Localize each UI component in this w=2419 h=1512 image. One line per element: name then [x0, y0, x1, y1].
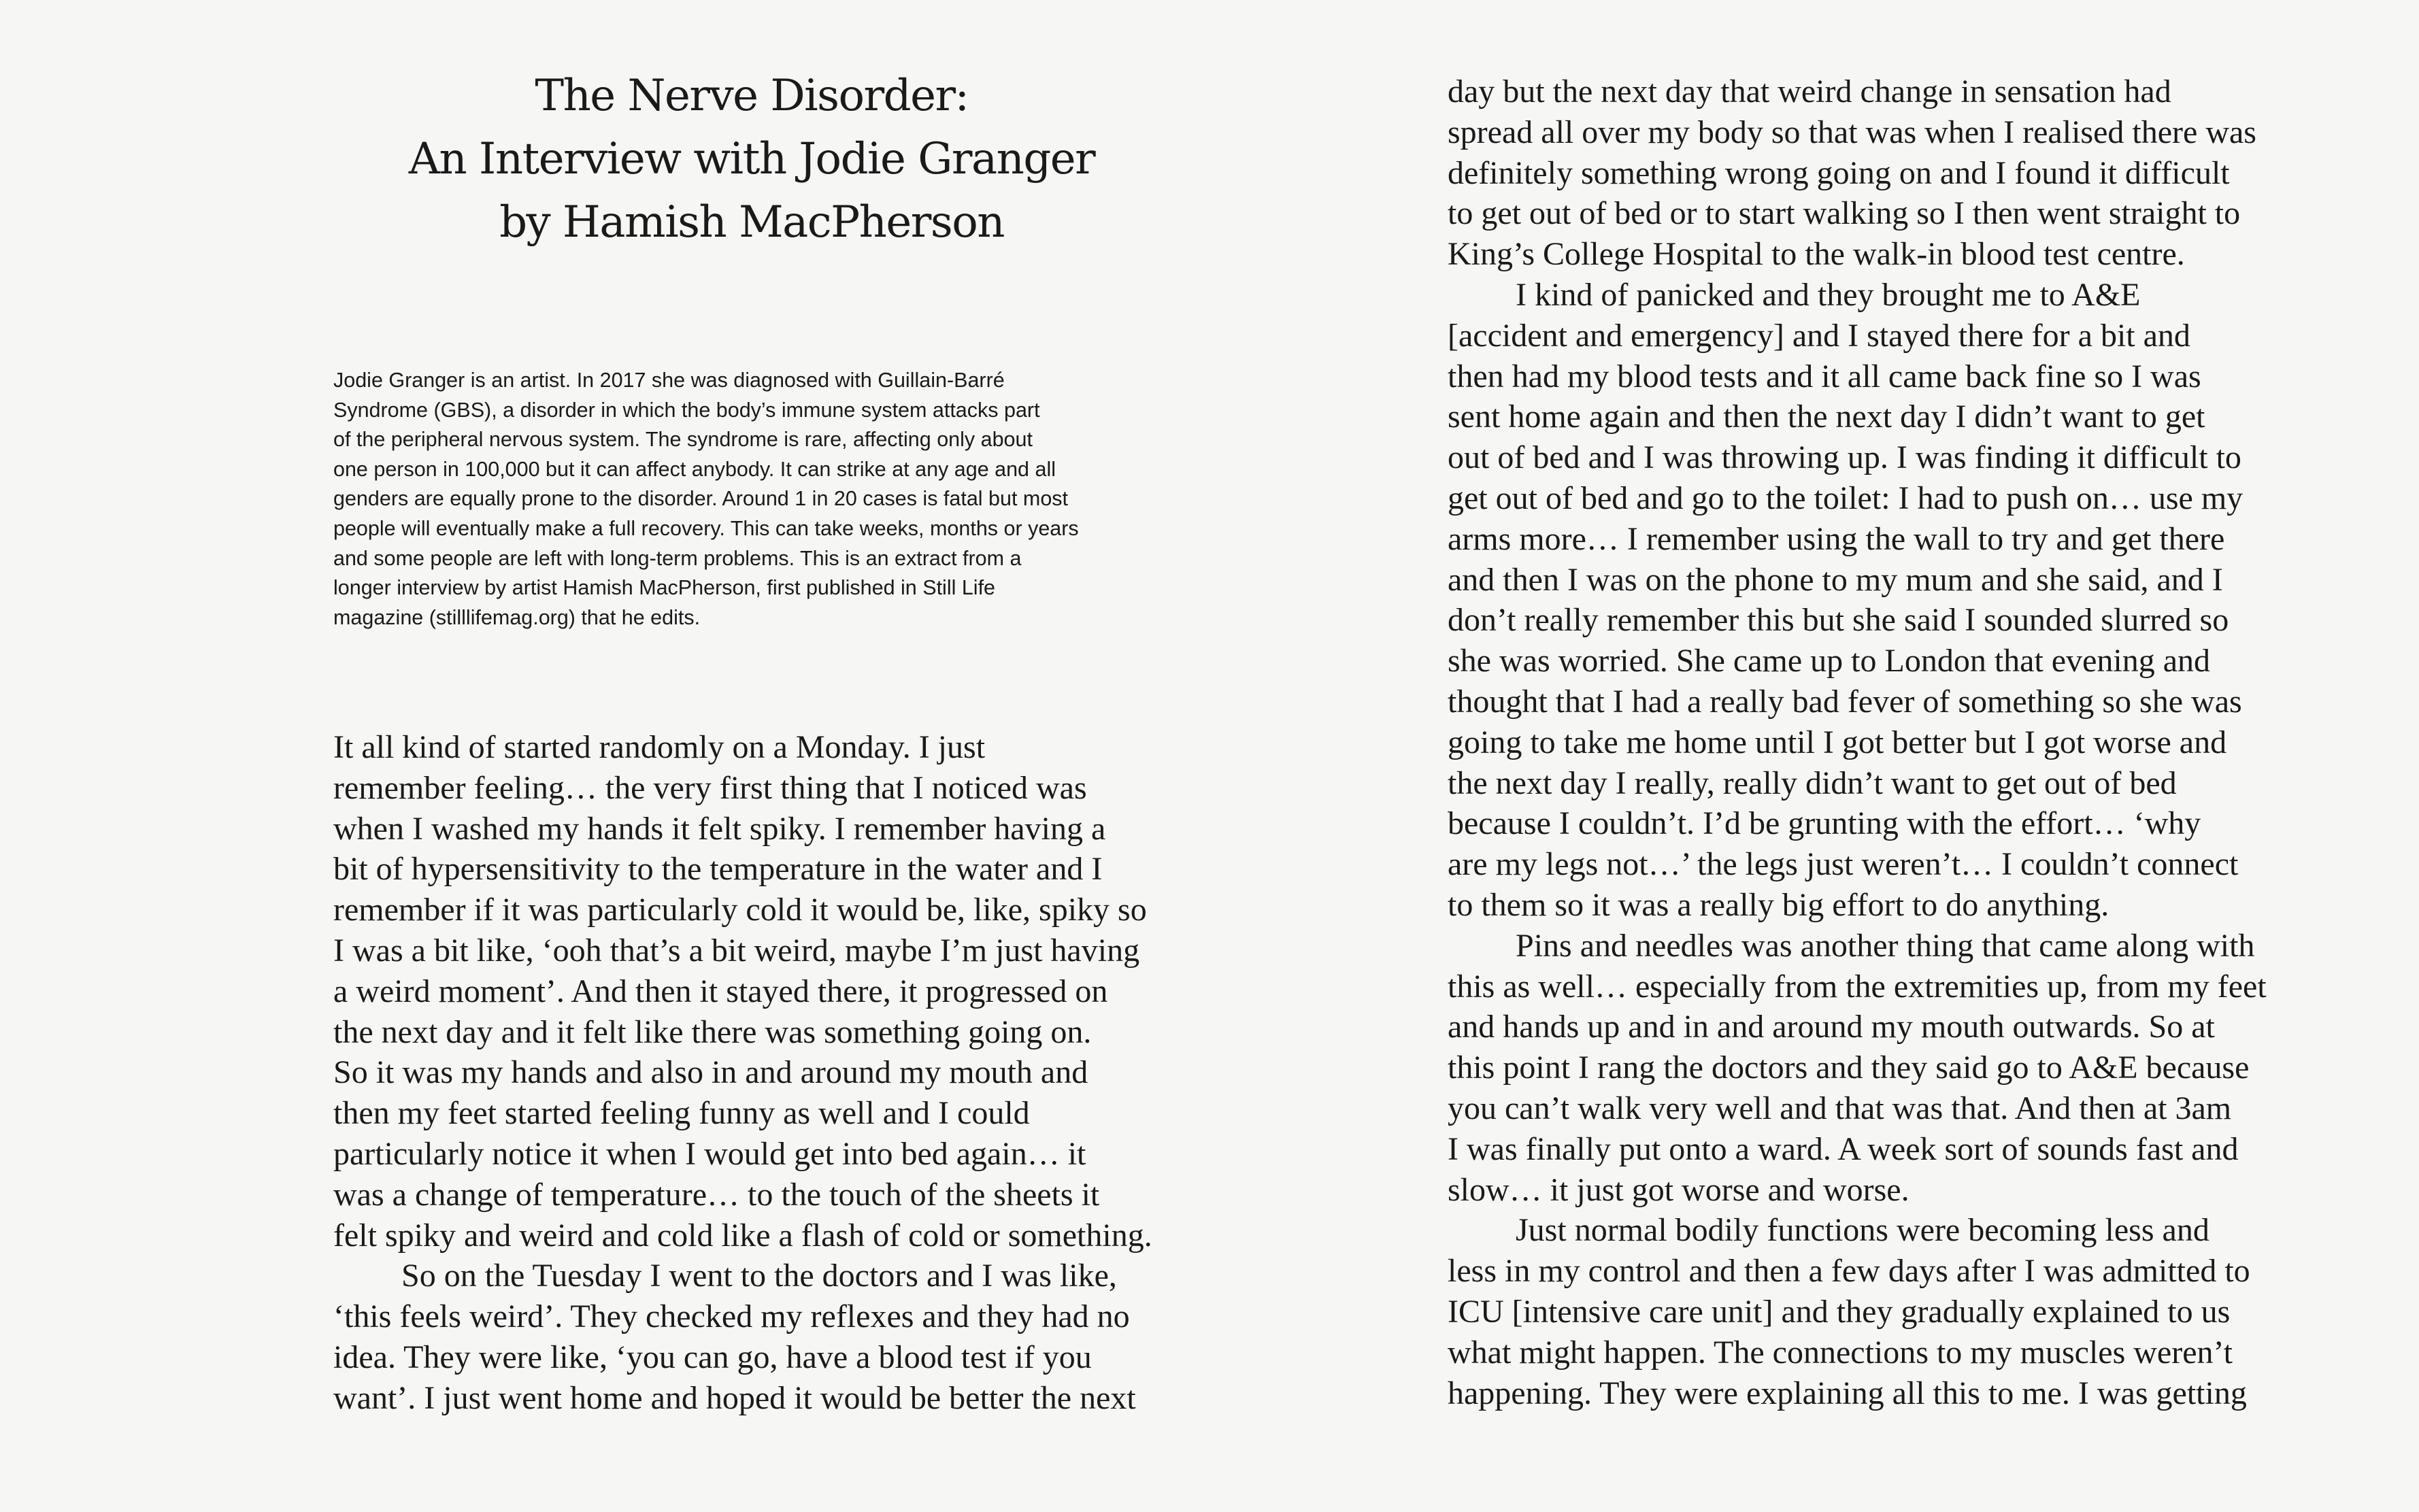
intro-line: genders are equally prone to the disorder. Around 1 in 20 cases is fatal but most — [333, 487, 1069, 511]
body-line: arms more… I remember using the wall to try and get there — [1448, 520, 2225, 557]
body-line: felt spiky and weird and cold like a flash of cold or something. — [333, 1217, 1152, 1254]
body-line: It all kind of started randomly on a Monday. I just — [333, 729, 986, 765]
body-line: are my legs not…’ the legs just weren’t… I couldn’t connect — [1448, 846, 2239, 883]
body-column-right — [1448, 71, 2366, 1413]
body-line: thought that I had a really bad fever of something so she was — [1448, 683, 2242, 720]
body-line: bit of hypersensitivity to the temperature in the water and I — [333, 851, 1103, 888]
body-line: don’t really remember this but she said I sounded slurred so — [1448, 602, 2229, 639]
body-line: then my feet started feeling funny as well and I could — [333, 1095, 1030, 1132]
body-line: King’s College Hospital to the walk-in blood test centre. — [1448, 236, 2185, 273]
intro-line: one person in 100,000 but it can affect anybody. It can strike at any age and all — [333, 457, 1056, 481]
body-line: you can’t walk very well and that was that. And then at 3am — [1448, 1090, 2232, 1126]
body-line: Pins and needles was another thing that came along with — [1516, 927, 2255, 964]
body-line: remember feeling… the very first thing that I noticed was — [333, 769, 1087, 806]
body-line: idea. They were like, ‘you can go, have a blood test if you — [333, 1339, 1092, 1375]
body-line: what might happen. The connections to my muscles weren’t — [1448, 1334, 2233, 1371]
body-column-left — [333, 727, 1184, 1419]
body-line: I was finally put onto a ward. A week sort of sounds fast and — [1448, 1130, 2239, 1167]
body-line: she was worried. She came up to London that evening and — [1448, 643, 2211, 679]
intro-line: and some people are left with long-term problems. This is an extract from a — [333, 546, 1022, 570]
body-line: this point I rang the doctors and they said go to A&E because — [1448, 1049, 2250, 1086]
body-line: less in my control and then a few days after I was admitted to — [1448, 1253, 2250, 1290]
intro-paragraph — [333, 366, 1170, 633]
body-line: Just normal bodily functions were becoming less and — [1516, 1212, 2209, 1249]
body-line: sent home again and then the next day I didn’t want to get — [1448, 399, 2205, 435]
body-line: I kind of panicked and they brought me to A&E — [1516, 276, 2141, 313]
body-line: to get out of bed or to start walking so I then went straight to — [1448, 195, 2241, 232]
right-page — [1210, 0, 2419, 1512]
body-line: slow… it just got worse and worse. — [1448, 1171, 1909, 1208]
body-line: and then I was on the phone to my mum and she said, and I — [1448, 561, 2223, 598]
intro-line: Jodie Granger is an artist. In 2017 she was diagnosed with Guillain-Barré — [333, 369, 1005, 392]
body-line: the next day and it felt like there was something going on. — [333, 1013, 1092, 1050]
body-line: because I couldn’t. I’d be grunting with the effort… ‘why — [1448, 805, 2201, 842]
body-line: get out of bed and go to the toilet: I had to push on… use my — [1448, 480, 2243, 516]
body-line: to them so it was a really big effort to do anything. — [1448, 886, 2109, 923]
body-line: happening. They were explaining all this to me. I was getting — [1448, 1375, 2247, 1411]
title-line: The Nerve Disorder: — [535, 71, 969, 121]
body-line: the next day I really, really didn’t want to get out of bed — [1448, 765, 2177, 801]
body-line: So on the Tuesday I went to the doctors and I was like, — [401, 1258, 1117, 1294]
intro-line: magazine (stilllifemag.org) that he edits. — [333, 605, 701, 629]
body-line: [accident and emergency] and I stayed there for a bit and — [1448, 317, 2190, 354]
article-title — [333, 65, 1170, 254]
body-line: So it was my hands and also in and around my mouth and — [333, 1054, 1088, 1091]
body-line: this as well… especially from the extremities up, from my feet — [1448, 968, 2267, 1005]
body-line: ICU [intensive care unit] and they gradually explained to us — [1448, 1293, 2231, 1330]
intro-line: Syndrome (GBS), a disorder in which the body’s immune system attacks part — [333, 398, 1040, 422]
body-line: going to take me home until I got better but I got worse and — [1448, 724, 2227, 760]
body-line: definitely something wrong going on and I found it difficult — [1448, 154, 2230, 191]
body-line: ‘this feels weird’. They checked my reflexes and they had no — [333, 1298, 1130, 1335]
title-line: by Hamish MacPherson — [499, 197, 1004, 248]
body-line: want’. I just went home and hoped it would be better the next — [333, 1379, 1136, 1416]
body-line: remember if it was particularly cold it would be, like, spiky so — [333, 892, 1147, 928]
body-line: a weird moment’. And then it stayed there, it progressed on — [333, 973, 1108, 1009]
body-line: day but the next day that weird change in sensation had — [1448, 73, 2171, 110]
body-line: then had my blood tests and it all came back fine so I was — [1448, 358, 2201, 394]
intro-line: longer interview by artist Hamish MacPherson, first published in Still Life — [333, 576, 996, 600]
body-line: was a change of temperature… to the touch of the sheets it — [333, 1176, 1100, 1213]
title-line: An Interview with Jodie Granger — [408, 134, 1095, 184]
body-line: I was a bit like, ‘ooh that’s a bit weird, maybe I’m just having — [333, 932, 1140, 969]
body-line: out of bed and I was throwing up. I was finding it difficult to — [1448, 439, 2241, 476]
body-line: when I washed my hands it felt spiky. I remember having a — [333, 810, 1106, 847]
intro-line: people will eventually make a full recovery. This can take weeks, months or years — [333, 516, 1079, 540]
intro-line: of the peripheral nervous system. The syndrome is rare, affecting only about — [333, 428, 1033, 452]
body-line: and hands up and in and around my mouth outwards. So at — [1448, 1009, 2215, 1045]
body-line: particularly notice it when I would get into bed again… it — [333, 1135, 1086, 1172]
body-line: spread all over my body so that was when I realised there was — [1448, 114, 2256, 150]
